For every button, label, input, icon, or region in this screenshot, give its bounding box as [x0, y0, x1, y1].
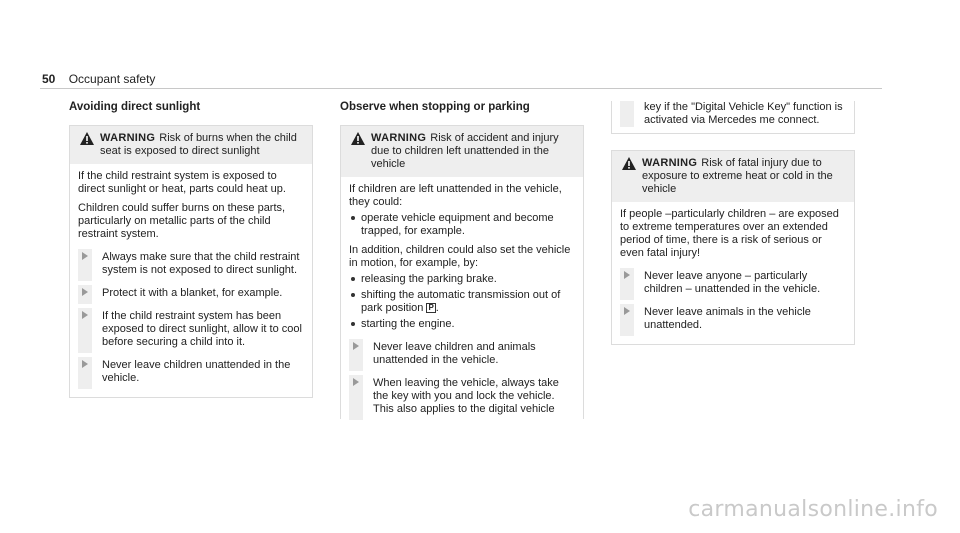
warning-box-children — [340, 125, 584, 419]
warning-text: Risk of accident and injury due to children left unattended in the vehicle — [371, 132, 559, 170]
column-sunlight — [69, 101, 313, 398]
warning-body — [612, 202, 854, 344]
instruction-step: Never leave anyone – particularly children – unattended in the vehicle. — [620, 270, 846, 296]
paragraph: If children are left unattended in the vehicle, they could: — [349, 183, 562, 208]
warning-label: WARNING — [100, 132, 156, 144]
paragraph: If people –particularly children – are exposed to extreme temperatures over an extended period of time, there is a risk of serious or even fatal injury! — [620, 208, 839, 259]
heading-stopping-parking: Observe when stopping or parking — [340, 101, 530, 113]
warning-body — [341, 177, 583, 428]
column-extreme-temperature — [611, 101, 855, 345]
warning-header — [612, 151, 854, 202]
header-divider — [40, 88, 882, 89]
warning-header — [70, 126, 312, 164]
arrow-right-icon — [82, 252, 88, 260]
arrow-right-icon — [353, 342, 359, 350]
warning-box-burns — [69, 125, 313, 398]
page-number: 50 — [42, 72, 56, 86]
warning-header — [341, 126, 583, 177]
warning-label: WARNING — [371, 132, 427, 144]
warning-triangle-icon — [80, 132, 94, 145]
arrow-right-icon — [82, 311, 88, 319]
warning-text: Risk of burns when the child seat is exposed to direct sunlight — [100, 132, 297, 157]
arrow-right-icon — [624, 271, 630, 279]
instruction-step: Never leave children unattended in the vehicle. — [78, 359, 304, 385]
list-item: starting the engine. — [349, 318, 575, 331]
paragraph: In addition, children could also set the vehicle in motion, for example, by: — [349, 244, 571, 269]
paragraph: If the child restraint system is exposed to direct sunlight or heat, parts could heat up. — [78, 170, 286, 195]
bullet-list — [349, 273, 575, 331]
instruction-step: Never leave animals in the vehicle unattended. — [620, 306, 846, 332]
warning-triangle-icon — [351, 132, 365, 145]
instruction-step: Always make sure that the child restraint system is not exposed to direct sunlight. — [78, 251, 304, 277]
continued-step-box — [611, 101, 855, 134]
list-item: shifting the automatic transmission out of park position P . — [349, 289, 575, 315]
arrow-right-icon — [82, 288, 88, 296]
section-title: Occupant safety — [68, 72, 156, 86]
list-item: releasing the parking brake. — [349, 273, 575, 286]
instruction-step: Never leave children and animals unattended in the vehicle. — [349, 341, 575, 367]
page-header — [42, 72, 155, 86]
instruction-step: When leaving the vehicle, always take the key with you and lock the vehicle. This also applies to the digital vehicle — [349, 377, 575, 416]
arrow-right-icon — [353, 378, 359, 386]
instruction-step: If the child restraint system has been exposed to direct sunlight, allow it to cool before securing a child into it. — [78, 310, 304, 349]
warning-box-temperature — [611, 150, 855, 345]
park-position-symbol: P — [428, 303, 434, 312]
warning-triangle-icon — [622, 157, 636, 170]
arrow-right-icon — [82, 360, 88, 368]
warning-body — [70, 164, 312, 397]
instruction-step: Protect it with a blanket, for example. — [78, 287, 304, 300]
watermark-text: carmanualsonline.info — [688, 497, 938, 522]
list-item: operate vehicle equipment and become trapped, for example. — [349, 212, 575, 238]
column-stopping-parking — [340, 101, 584, 419]
warning-label: WARNING — [642, 157, 698, 169]
continued-step-text: key if the "Digital Vehicle Key" function is activated via Mercedes me connect. — [644, 101, 843, 126]
arrow-right-icon — [624, 307, 630, 315]
bullet-list — [349, 212, 575, 238]
warning-text: Risk of fatal injury due to exposure to extreme heat or cold in the vehicle — [642, 157, 833, 195]
heading-avoiding-sunlight: Avoiding direct sunlight — [69, 101, 201, 113]
paragraph: Children could suffer burns on these parts, particularly on metallic parts of the child restraint system. — [78, 202, 286, 240]
